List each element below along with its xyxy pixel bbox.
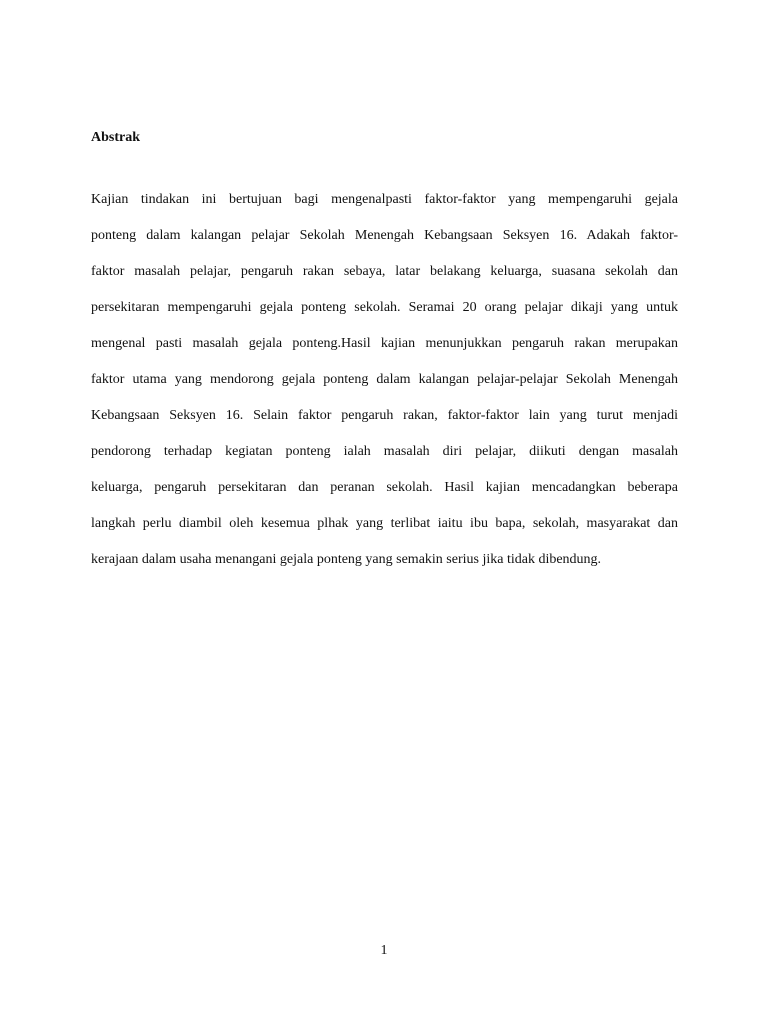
abstract-line: Kebangsaan Seksyen 16. Selain faktor pengaruh rakan, faktor-faktor lain yang turut menjadi — [91, 408, 678, 423]
abstract-line: faktor utama yang mendorong gejala ponteng dalam kalangan pelajar-pelajar Sekolah Menengah — [91, 372, 678, 387]
abstract-line: keluarga, pengaruh persekitaran dan peranan sekolah. Hasil kajian mencadangkan beberapa — [91, 480, 678, 495]
page-number: 1 — [380, 943, 388, 958]
abstract-line: mengenal pasti masalah gejala ponteng.Hasil kajian menunjukkan pengaruh rakan merupakan — [91, 336, 678, 351]
abstract-heading: Abstrak — [91, 130, 141, 145]
abstract-line-last: kerajaan dalam usaha menangani gejala ponteng yang semakin serius jika tidak dibendung. — [91, 552, 602, 567]
abstract-line: ponteng dalam kalangan pelajar Sekolah Menengah Kebangsaan Seksyen 16. Adakah faktor- — [91, 228, 678, 243]
abstract-line: Kajian tindakan ini bertujuan bagi mengenalpasti faktor-faktor yang mempengaruhi gejala — [91, 192, 678, 207]
abstract-line: persekitaran mempengaruhi gejala ponteng sekolah. Seramai 20 orang pelajar dikaji yang untuk — [91, 300, 678, 315]
abstract-line: faktor masalah pelajar, pengaruh rakan sebaya, latar belakang keluarga, suasana sekolah dan — [91, 264, 678, 279]
abstract-body — [91, 191, 678, 587]
abstract-line: pendorong terhadap kegiatan ponteng ialah masalah diri pelajar, diikuti dengan masalah — [91, 444, 678, 459]
abstract-line: langkah perlu diambil oleh kesemua plhak yang terlibat iaitu ibu bapa, sekolah, masyarakat dan — [91, 516, 678, 531]
